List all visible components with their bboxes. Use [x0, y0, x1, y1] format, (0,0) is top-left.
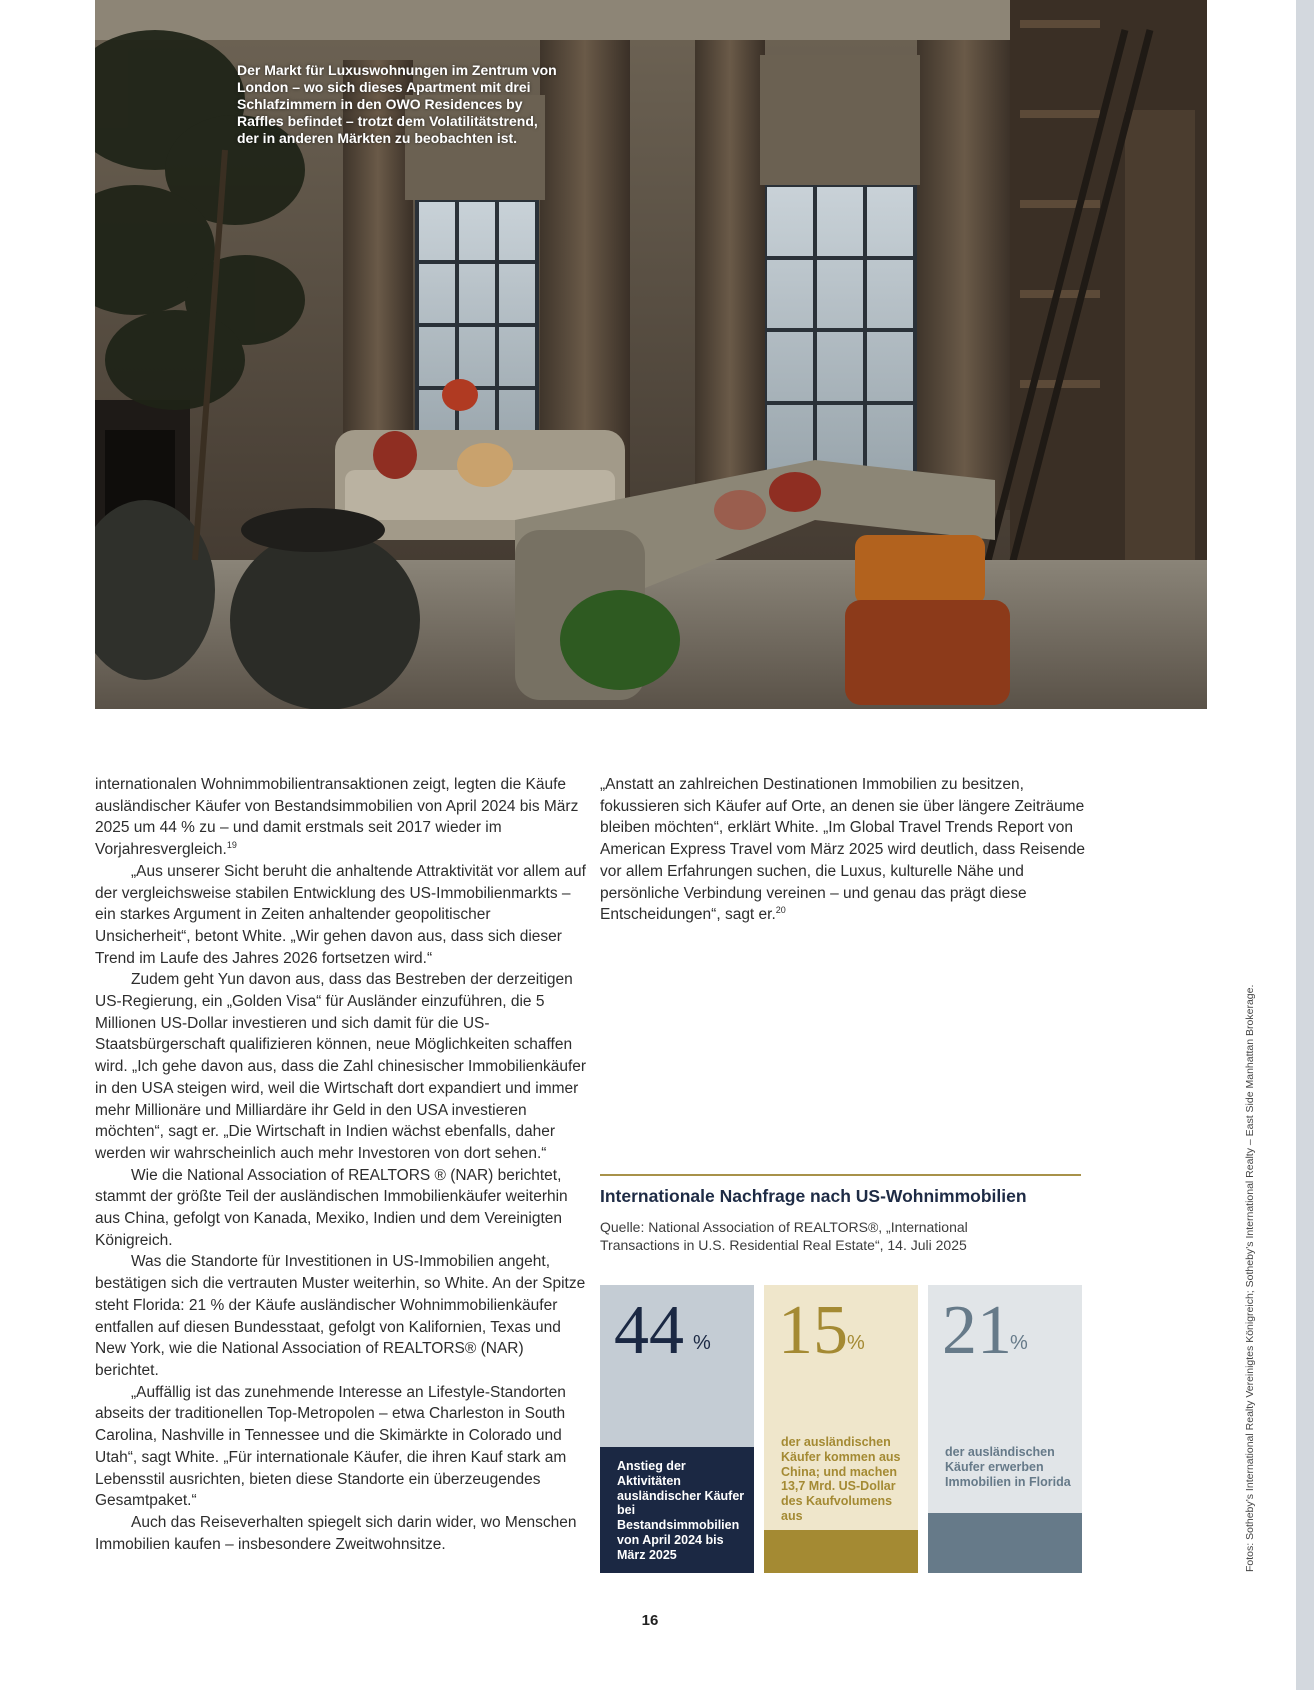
stat-card-bottom	[764, 1530, 918, 1573]
infobox-title: Internationale Nachfrage nach US-Wohnimmobilien	[600, 1186, 1027, 1206]
stat-value: 44	[614, 1292, 684, 1369]
article-right-column	[600, 774, 1090, 926]
page-number: 16	[641, 1612, 659, 1629]
stat-card-44	[600, 1285, 754, 1573]
paragraph-5: Was die Standorte für Investitionen in US-Immobilien angeht, bestätigen sich die vertrauten Muster weiterhin, so White. An der Spitze steht Florida: 21 % der Käufe ausländischer Wohnimmobilienkäufer entfallen auf diesen Bundesstaat, gefolgt von Kalifornien, Texas und New York, wie die National Association of REALTORS® (NAR) berichtet.	[95, 1253, 586, 1379]
stat-description: der ausländischen Käufer kommen aus China; und machen 13,7 Mrd. US-Dollar des Kaufvolumens aus	[781, 1435, 901, 1523]
stat-description: der ausländischen Käufer erwerben Immobilien in Florida	[945, 1445, 1071, 1489]
stat-value: 15	[778, 1292, 848, 1369]
stat-unit: %	[847, 1332, 865, 1354]
infobox-rule	[600, 1174, 1081, 1176]
stat-card-bottom	[928, 1513, 1082, 1573]
footnote-ref-20: 20	[775, 905, 786, 916]
stat-unit: %	[693, 1332, 711, 1354]
stat-card-15	[764, 1285, 918, 1573]
living-room-photo	[95, 0, 1207, 709]
paragraph-2: „Aus unserer Sicht beruht die anhaltende Attraktivität vor allem auf der vergleichsweise stabilen Entwicklung des US-Immobilienmarkts – ein starkes Argument in Zeiten anhaltender geopolitischer Unsicherheit“, betont White. „Wir gehen davon aus, dass sich dieser Trend im Laufe des Jahres 2026 fortsetzen wird.“	[95, 862, 586, 967]
page-edge-strip	[1296, 0, 1314, 1690]
photo-credit: Fotos: Sotheby’s International Realty Vereinigtes Königreich; Sotheby’s International Realty – East Side Manhattan Brokerage.	[1244, 984, 1256, 1572]
article-left-column	[95, 774, 587, 1555]
paragraph-quote: „Anstatt an zahlreichen Destinationen Immobilien zu besitzen, fokussieren sich Käufer auf Orte, an denen sie über längere Zeiträume bleiben möchten“, erklärt White. „Im Global Travel Trends Report von American Express Travel vom März 2025 wird deutlich, dass Reisende vor allem Erfahrungen suchen, die Luxus, kulturelle Nähe und persönliche Verbindung vereinen – und genau das prägt diese Entscheidungen“, sagt er.$^{20}$	[600, 776, 1086, 924]
stat-description: Anstieg der Aktivitäten ausländischer Käufer bei Bestandsimmobilien von April 2024 bis März 2025	[617, 1459, 745, 1562]
stat-card-21	[928, 1285, 1082, 1573]
paragraph-7: Auch das Reiseverhalten spiegelt sich darin wider, wo Menschen Immobilien kaufen – insbesondere Zweitwohnsitze.	[95, 1513, 577, 1553]
paragraph-3: Zudem geht Yun davon aus, dass das Bestreben der derzeitigen US-Regierung, ein „Golden Visa“ für Ausländer einzuführen, die 5 Millionen US-Dollar investieren und sich damit für die US-Staatsbürgerschaft qualifizieren können, neue Möglichkeiten schaffen wird. „Ich gehe davon aus, dass die Zahl chinesischer Immobilienkäufer in den USA steigen wird, weil die Wirtschaft dort expandiert und immer mehr Millionäre und Milliardäre ihr Geld in den USA investieren möchten“, sagt er. „Die Wirtschaft in Indien wächst ebenfalls, daher werden wir wahrscheinlich auch mehr Investoren von dort sehen.“	[95, 971, 587, 1162]
paragraph-1: internationalen Wohnimmobilientransaktionen zeigt, legten die Käufe ausländischer Käufer von Bestandsimmobilien von April 2024 bis März 2025 um 44 % zu – und damit erstmals seit 2017 wieder im Vorjahresvergleich.$^{19}$	[95, 776, 579, 859]
stat-value: 21	[942, 1292, 1012, 1369]
stat-unit: %	[1010, 1332, 1028, 1354]
infobox-source: Quelle: National Association of REALTORS®, „International Transactions in U.S. Residential Real Estate“, 14. Juli 2025	[600, 1219, 968, 1253]
photo-caption: Der Markt für Luxuswohnungen im Zentrum von London – wo sich dieses Apartment mit drei Schlafzimmern in den OWO Residences by Raffles befindet – trotzt dem Volatilitätstrend, der in anderen Märkten zu beobachten ist.	[237, 62, 557, 146]
paragraph-6: „Auffällig ist das zunehmende Interesse an Lifestyle-Standorten abseits der traditionellen Top-Metropolen – etwa Charleston in South Carolina, Nashville in Tennessee und die Skimärkte in Colorado und Utah“, sagt White. „Für internationale Käufer, die ihren Kauf stark am Lebensstil ausrichten, bieten diese Standorte ein überzeugendes Gesamtpaket.“	[95, 1383, 567, 1510]
footnote-ref-19: 19	[226, 839, 237, 850]
paragraph-4: Wie die National Association of REALTORS ® (NAR) berichtet, stammt der größte Teil der ausländischen Immobilienkäufer weiterhin aus China, gefolgt von Kanada, Mexiko, Indien und dem Vereinigten Königreich.	[95, 1166, 568, 1249]
